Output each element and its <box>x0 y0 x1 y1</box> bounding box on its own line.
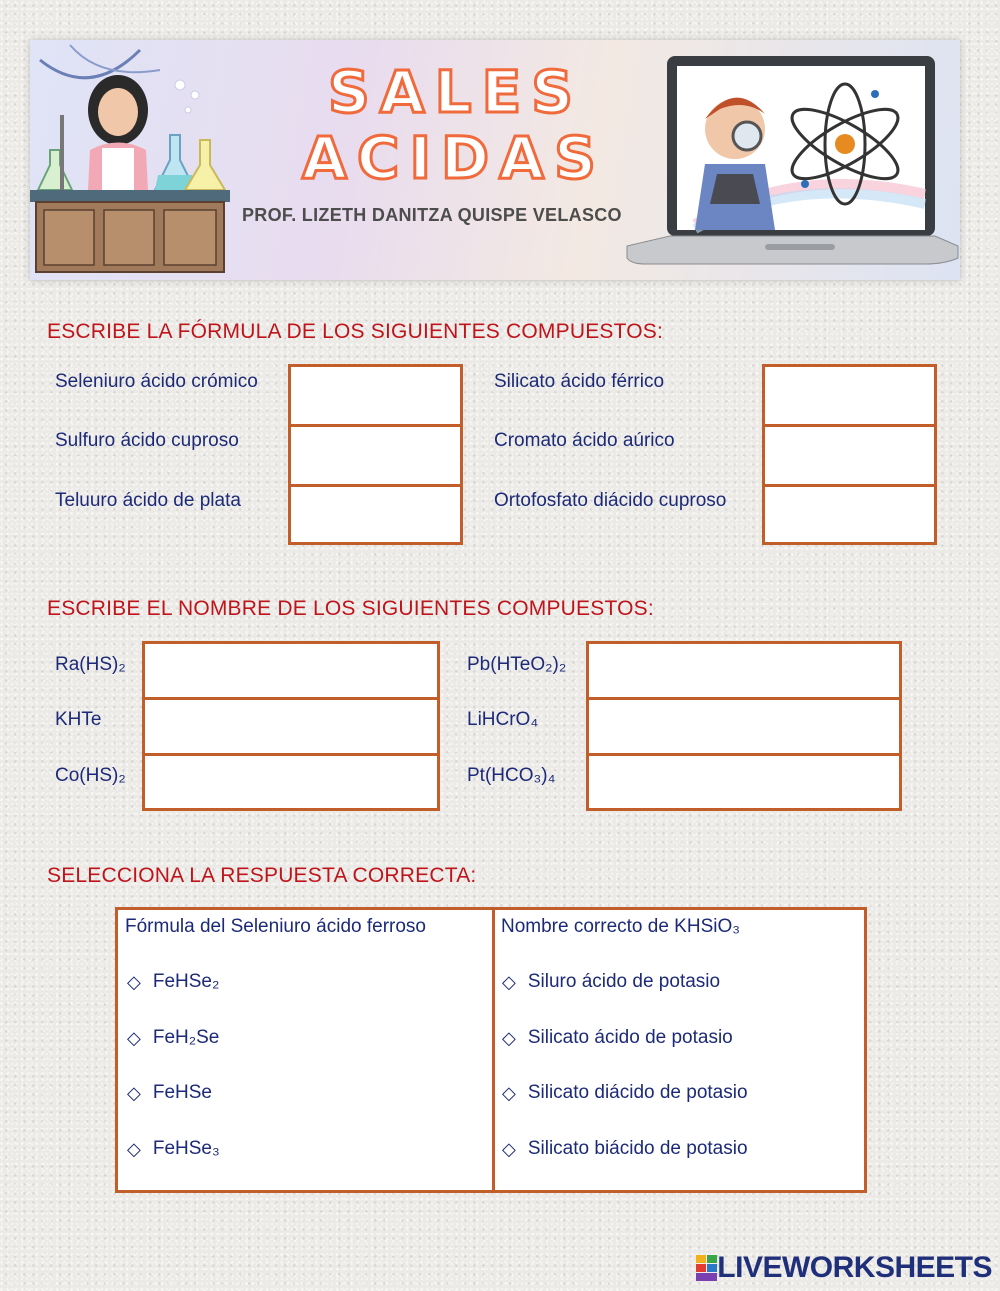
section3-title: SELECCIONA LA RESPUESTA CORRECTA: <box>47 864 477 887</box>
name-answer-input-2[interactable] <box>142 697 440 756</box>
formula-label: KHTe <box>55 709 102 730</box>
liveworksheets-logo-text: LIVEWORKSHEETS <box>717 1251 992 1284</box>
diamond-icon: ◇ <box>502 1138 516 1159</box>
title-line-2: ACIDAS <box>302 124 606 192</box>
question-2-prompt: Nombre correcto de KHSiO₃ <box>501 916 740 937</box>
option-label: FeHSe <box>152 1082 212 1103</box>
compound-name-label: Teluuro ácido de plata <box>55 490 241 511</box>
diamond-icon: ◇ <box>502 1082 516 1103</box>
compound-name-label: Cromato ácido aúrico <box>494 430 675 451</box>
formula-label: Pb(HTeO₂)₂ <box>467 654 567 675</box>
compound-name-label: Ortofosfato diácido cuproso <box>494 490 727 511</box>
name-answer-input-1[interactable] <box>142 641 440 700</box>
option-label: FeHSe₃ <box>152 1138 220 1159</box>
name-answer-input-6[interactable] <box>586 753 902 811</box>
formula-answer-input-2[interactable] <box>288 424 463 487</box>
diamond-icon: ◇ <box>127 1138 141 1159</box>
question-2-option[interactable] <box>502 1082 748 1104</box>
formula-answer-input-6[interactable] <box>762 484 937 545</box>
formula-answer-input-3[interactable] <box>288 484 463 545</box>
compound-name-label: Seleniuro ácido crómico <box>55 371 258 392</box>
formula-label: Co(HS)₂ <box>55 765 126 786</box>
question-2-option[interactable] <box>502 1138 748 1160</box>
formula-answer-input-4[interactable] <box>762 364 937 427</box>
option-label: Siluro ácido de potasio <box>527 971 721 992</box>
diamond-icon: ◇ <box>502 971 516 992</box>
section1-title: ESCRIBE LA FÓRMULA DE LOS SIGUIENTES COMPUESTOS: <box>47 320 664 343</box>
title-line-1: SALES <box>328 58 584 126</box>
question-1-option[interactable] <box>127 971 219 993</box>
name-answer-input-5[interactable] <box>586 697 902 756</box>
diamond-icon: ◇ <box>127 1082 141 1103</box>
lab-teacher-illustration <box>30 40 230 280</box>
laptop-atom-illustration <box>625 54 960 274</box>
author-name: PROF. LIZETH DANITZA QUISPE VELASCO <box>242 205 622 225</box>
formula-label: Pt(HCO₃)₄ <box>467 765 556 786</box>
formula-label: LiHCrO₄ <box>467 709 539 730</box>
formula-answer-input-5[interactable] <box>762 424 937 487</box>
diamond-icon: ◇ <box>127 971 141 992</box>
question-1-prompt: Fórmula del Seleniuro ácido ferroso <box>125 916 426 937</box>
option-label: Silicato biácido de potasio <box>527 1138 748 1159</box>
question-1-option[interactable] <box>127 1138 220 1160</box>
liveworksheets-logo-icon <box>696 1255 718 1281</box>
compound-name-label: Silicato ácido férrico <box>494 371 665 392</box>
question-1-option[interactable] <box>127 1027 219 1049</box>
name-answer-input-3[interactable] <box>142 753 440 811</box>
option-label: FeHSe₂ <box>152 971 220 992</box>
multiple-choice-table <box>115 907 867 1193</box>
option-label: Silicato diácido de potasio <box>527 1082 748 1103</box>
section2-title: ESCRIBE EL NOMBRE DE LOS SIGUIENTES COMPUESTOS: <box>47 597 654 620</box>
option-label: Silicato ácido de potasio <box>527 1027 733 1048</box>
formula-label: Ra(HS)₂ <box>55 654 126 675</box>
question-2-option[interactable] <box>502 1027 733 1049</box>
question-1-option[interactable] <box>127 1082 212 1104</box>
diamond-icon: ◇ <box>127 1027 141 1048</box>
formula-answer-input-1[interactable] <box>288 364 463 427</box>
diamond-icon: ◇ <box>502 1027 516 1048</box>
column-divider <box>492 910 495 1190</box>
name-answer-input-4[interactable] <box>586 641 902 700</box>
question-2-option[interactable] <box>502 971 720 993</box>
option-label: FeH₂Se <box>152 1027 220 1048</box>
header-banner <box>30 40 960 280</box>
compound-name-label: Sulfuro ácido cuproso <box>55 430 239 451</box>
